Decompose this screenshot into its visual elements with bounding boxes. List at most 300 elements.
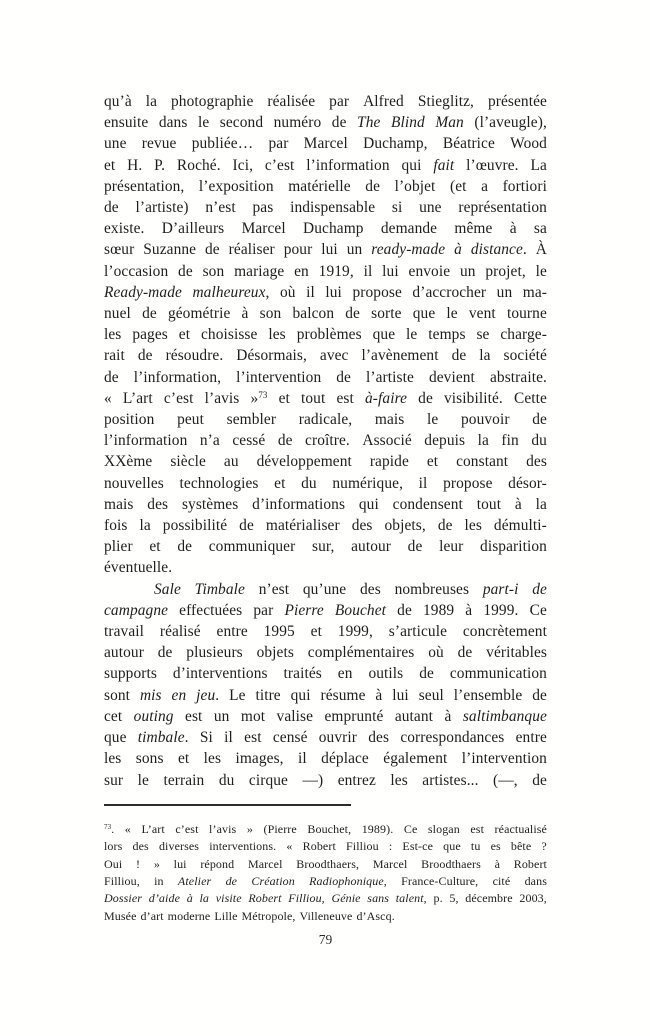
word [443,838,461,855]
text-fragment: présentation, [104,177,185,195]
word [133,838,149,855]
word [359,494,379,515]
text-fragment: temps [428,326,466,344]
text-fragment: réalisé [159,623,201,641]
word [493,770,518,791]
text-fragment: projet, [485,262,526,280]
word [104,890,142,907]
word [483,579,519,600]
word [382,261,399,282]
text-fragment: l’ensemble [453,686,523,704]
text-fragment: Timbale [194,580,245,598]
text-fragment: sans [367,891,390,906]
word [422,770,478,791]
word [301,473,317,494]
text-fragment: diverses [158,839,200,854]
word [284,663,322,684]
text-fragment: demande [380,220,438,238]
word [362,821,394,838]
word [291,685,311,706]
word [274,473,285,494]
word [104,239,134,260]
word [132,324,168,345]
word [236,367,321,388]
text-fragment: , [265,283,270,301]
word [288,890,324,907]
text-fragment: artistes... [422,771,479,789]
word [458,197,547,218]
text-fragment: de [397,601,412,619]
word [396,890,427,907]
text-line [104,890,547,907]
word [332,473,403,494]
word [242,303,249,324]
word [164,388,194,409]
word [104,155,115,176]
text-fragment: de [532,771,547,789]
word [383,748,447,769]
text-fragment: que [412,305,436,323]
text-line [104,239,547,260]
word [510,218,517,239]
word [104,706,122,727]
text-fragment: que [443,839,461,854]
text-fragment: leur [439,538,464,556]
word [220,112,263,133]
text-fragment: réactualisé [494,821,547,836]
text-fragment: l’occasion [104,262,169,280]
word [461,409,510,430]
word [104,663,157,684]
word [257,451,352,472]
word [458,642,473,663]
word [154,579,181,600]
word [248,890,281,907]
word [104,261,168,282]
word [443,133,495,154]
text-fragment: à [509,220,517,238]
word [452,345,467,366]
word [104,451,152,472]
word [397,600,412,621]
text-fragment: numéro [273,114,322,132]
text-fragment: les [390,771,408,789]
text-fragment: de [205,241,220,259]
word [242,908,296,925]
text-fragment: de [336,368,351,386]
text-fragment: d’interventions [172,665,268,683]
text-fragment: communiquer [208,538,296,556]
text-fragment: : [388,839,393,854]
word [242,218,286,239]
word [525,873,547,890]
word [251,388,268,409]
word [541,838,546,855]
text-fragment: de [104,199,119,217]
text-fragment: d’accrocher [412,283,487,301]
text-line [104,642,547,663]
text-line [104,388,547,409]
text-fragment: c’est [264,156,295,174]
text-fragment: D’ailleurs [161,220,225,238]
text-fragment: cet [104,707,123,725]
text-line [104,197,547,218]
text-fragment: Lille [214,908,238,923]
word [226,873,238,890]
word [363,133,427,154]
text-fragment: lui [382,262,399,280]
text-fragment: autant [394,707,434,725]
text-fragment: de [532,411,547,429]
text-fragment: à [514,495,522,513]
text-fragment: » [250,389,259,407]
text-fragment: l’avis [204,389,240,407]
text-fragment: Béatrice [442,135,495,153]
text-line [104,345,547,366]
text-fragment: plusieurs [186,644,243,662]
text-fragment: qu’à [104,93,132,110]
text-fragment: de [142,305,157,323]
word [306,282,315,303]
word [324,706,383,727]
text-fragment: réaliser [228,241,275,259]
text-fragment: cité [492,873,511,888]
word [531,430,547,451]
text-line [104,282,547,303]
word [299,409,352,430]
text-fragment: sur, [311,538,335,556]
text-fragment: entre [216,623,248,641]
text-fragment: Robert [513,856,547,871]
text-fragment: Est-ce [402,839,434,854]
text-fragment: ensuite [104,114,149,132]
word [439,536,463,557]
word [421,856,481,873]
word [104,838,122,855]
text-fragment: Ready-made [104,283,182,301]
word [483,600,518,621]
word [402,838,433,855]
text-fragment: » [153,856,160,871]
word [329,91,349,112]
text-fragment: Le [229,686,246,704]
text-line [104,557,547,578]
word [205,197,235,218]
text-fragment: » [246,821,253,836]
text-fragment: choisisse [200,326,258,344]
text-fragment: son [259,305,282,323]
text-fragment: de [437,517,453,535]
text-fragment: mis [139,686,162,704]
word [463,706,547,727]
word [257,642,294,663]
text-fragment: et [177,750,190,768]
text-fragment: d’aide [148,891,180,906]
text-fragment: une [419,199,442,217]
word [277,706,314,727]
word [149,536,160,557]
text-fragment: Man [435,114,464,132]
text-fragment: 1999, [337,623,373,641]
text-fragment: sons [135,750,164,768]
text-fragment: l’artiste [366,368,414,386]
word [471,838,481,855]
text-fragment: Bouchet [334,601,387,619]
text-line [104,873,547,890]
text-fragment: 1995 [263,623,295,641]
word [367,890,389,907]
word [465,890,512,907]
word [200,430,220,451]
word [104,748,121,769]
text-fragment: du [301,474,317,492]
word [297,324,362,345]
text-fragment: et [274,474,286,492]
word [146,91,157,112]
text-fragment: lui [392,686,409,704]
word [495,821,547,838]
text-fragment: de [177,538,193,556]
word [104,303,131,324]
text-fragment: qui [401,156,422,174]
word [302,770,323,791]
word [170,451,206,472]
word [371,239,445,260]
text-fragment: des [132,839,149,854]
word [104,197,119,218]
text-fragment: constant [456,453,509,471]
text-fragment: de [532,686,547,704]
word [462,748,547,769]
text-fragment: supports [104,665,157,683]
text-fragment: Marcel [247,856,283,871]
word [485,261,525,282]
word [141,821,164,838]
text-fragment: de [104,368,119,386]
word [135,197,188,218]
text-fragment: Radiophonique [309,873,384,888]
word [162,218,225,239]
word [308,642,415,663]
word [433,155,454,176]
word [104,176,184,197]
text-fragment: terrain [163,771,205,789]
text-fragment: l’information [306,156,390,174]
word [395,706,433,727]
text-fragment: Création [251,873,295,888]
text-fragment: décembre [465,891,513,906]
text-fragment: photographie [171,93,254,110]
word [104,473,164,494]
text-fragment: n’est [205,199,236,217]
text-line [104,155,547,176]
word [532,579,547,600]
word [536,239,547,260]
text-fragment: abstraite. [489,368,547,386]
text-fragment: concrètement [462,623,547,641]
word [139,515,150,536]
word [104,727,127,748]
text-fragment: des [351,517,373,535]
text-fragment: l’artiste) [135,199,189,217]
text-line [104,856,547,873]
text-fragment: résume [320,686,366,704]
word [493,873,511,890]
word [507,303,547,324]
text-fragment: il [418,474,428,492]
text-fragment: qui [358,495,379,513]
text-fragment: Métropole, [241,908,296,923]
text-fragment: les [203,750,222,768]
word [309,873,387,890]
word [163,515,227,536]
word [201,324,257,345]
text-fragment: 1989 [423,601,455,619]
text-fragment: de [532,580,547,598]
text-fragment: également [383,750,448,768]
word [138,770,149,791]
text-fragment: des [368,729,390,747]
text-fragment: visibilité. [444,389,503,407]
word [229,685,245,706]
text-fragment: L’art [141,821,165,836]
text-fragment: —) [302,771,324,789]
word [346,838,379,855]
word [409,261,451,282]
text-fragment: Roché. [176,156,221,174]
word [252,494,345,515]
text-fragment: Sale [154,580,181,598]
word [390,770,407,791]
word [471,239,527,260]
text-fragment: Broodthaers [421,856,481,871]
text-fragment: timbale [137,729,185,747]
word [267,91,315,112]
text-line [104,838,547,855]
word [428,324,465,345]
text-fragment: est [336,389,354,407]
word [331,890,360,907]
text-fragment: images, [235,750,284,768]
word [391,112,425,133]
text-fragment: vent [468,305,496,323]
word [423,600,454,621]
word [365,176,380,197]
text-line [104,685,547,706]
word [104,494,133,515]
text-fragment: l’intervention [461,750,547,768]
word [175,821,198,838]
word [495,856,500,873]
word [199,890,209,907]
word [320,685,365,706]
word [178,261,193,282]
text-fragment: la [199,891,210,906]
word [192,282,269,303]
text-line [104,112,547,133]
word [200,727,213,748]
word [268,133,288,154]
word [104,515,128,536]
word [356,908,394,925]
text-line [104,409,547,430]
word [335,600,386,621]
text-fragment: le [137,771,149,789]
text-fragment: au [223,453,239,471]
word [347,239,363,260]
word [173,663,268,684]
text-fragment: fois [104,517,128,535]
word [364,261,373,282]
text-fragment: un [459,262,476,280]
word [336,367,351,388]
word [413,303,436,324]
word [168,908,211,925]
text-fragment: l’information [104,432,188,450]
word [171,91,253,112]
word [360,579,381,600]
text-fragment: sœur [104,241,135,259]
text-fragment: peut [177,411,204,429]
text-fragment: est [185,707,203,725]
word [104,112,148,133]
word [278,430,293,451]
word [160,621,201,642]
word [134,706,174,727]
text-line [104,91,547,112]
word [205,388,240,409]
text-fragment: présentée [487,93,547,110]
word [235,748,283,769]
word [516,727,547,748]
text-fragment: Robert [248,891,282,906]
word [251,873,294,890]
word [511,838,531,855]
text-fragment: de [157,644,173,662]
text-fragment: lui [325,283,342,301]
text-fragment: de [407,538,423,556]
text-fragment: visite [215,891,242,906]
word [454,218,492,239]
text-fragment: de [457,644,473,662]
word [321,748,369,769]
word [185,706,202,727]
text-fragment: désor- [508,474,547,492]
text-fragment: Musée [104,908,137,923]
word [463,621,547,642]
text-line [104,908,547,925]
word [532,685,547,706]
word [236,345,307,366]
text-fragment: existe. [104,220,145,238]
text-fragment: mais [104,495,134,513]
word [219,770,235,791]
word [389,621,447,642]
word [174,856,187,873]
text-fragment: d’informations [252,495,346,513]
word [373,324,396,345]
word [284,600,323,621]
word [214,706,230,727]
word [428,821,460,838]
text-fragment: interventions. [209,839,277,854]
text-fragment: du [531,432,547,450]
text-fragment: Marcel [303,135,348,153]
text-fragment: par [253,601,274,619]
text-column [104,91,547,948]
text-line [104,706,547,727]
word [365,388,407,409]
